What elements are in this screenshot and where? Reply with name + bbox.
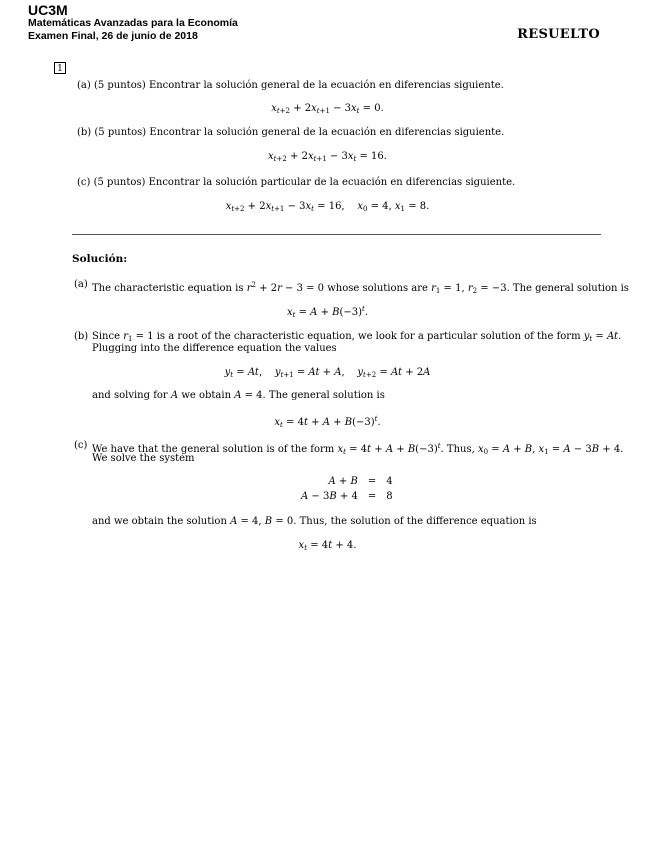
text-fragment: whose solutions are: [327, 283, 428, 294]
question-part-b: [77, 127, 504, 139]
solution-c-equation: $x_t = 4t + 4$.: [298, 540, 357, 552]
text-fragment: . Thus, the solution of the difference equation is: [293, 516, 537, 527]
system-row: A − 3B + 4 = 8: [301, 491, 393, 502]
question-part-c: [77, 177, 515, 189]
solution-b-text-line2: Plugging into the difference equation the values: [92, 343, 337, 354]
solution-a-equation: $x_t = A + B(-3)^t$.: [286, 305, 369, 319]
text-fragment: and we obtain the solution: [92, 516, 227, 527]
text-fragment: Since: [92, 331, 121, 342]
solution-b-text-line3: and solving for A we obtain A = 4. The general solution is: [92, 390, 385, 401]
equation-c: $x_{t+2} + 2x_{t+1} - 3x_t = 16$, $x_0 = 4$, $x_1 = 8$.: [225, 201, 430, 213]
text-fragment: we obtain: [181, 390, 232, 401]
equation-system: [296, 474, 398, 504]
university-name: UC3M: [28, 2, 68, 18]
solution-heading: Solución:: [72, 253, 128, 265]
status-label: RESUELTO: [517, 27, 600, 42]
text-fragment: . Thus,: [440, 444, 475, 455]
solution-b-label: (b): [74, 331, 89, 342]
text-fragment: We have that the general solution is of the form: [92, 444, 335, 455]
equation-b: $x_{t+2} + 2x_{t+1} - 3x_t = 16$.: [268, 151, 387, 163]
solution-b-text-line1: Since $r_1 = 1$ is a root of the characteristic equation, we look for a particular solution of the form $y_t = At$.: [92, 331, 622, 343]
solution-c-text-line3: and we obtain the solution A = 4, B = 0. Thus, the solution of the difference equation is: [92, 516, 537, 527]
solution-c-text-line2: We solve the system: [92, 453, 195, 464]
text-fragment: and solving for: [92, 390, 168, 401]
solution-c-text-line1: We have that the general solution is of the form $x_t = 4t + A + B(-3)^t$. Thus, $x_0 = A + B$, $x_1 = A - 3B + 4$.: [92, 442, 624, 456]
course-title: Matemáticas Avanzadas para la Economía: [28, 17, 238, 29]
part-label: (a): [77, 80, 91, 91]
solution-b-values: $y_t = At$, $y_{t+1} = At + A$, $y_{t+2} = At + 2A$: [224, 367, 431, 379]
solution-a-label: (a): [74, 279, 88, 290]
text-fragment: . The general solution is: [262, 390, 385, 401]
part-label: (b): [77, 127, 92, 138]
exam-title: Examen Final, 26 de junio de 2018: [28, 30, 198, 42]
part-points: (5 puntos): [94, 127, 147, 138]
text-fragment: The characteristic equation is: [92, 283, 244, 294]
part-text: Encontrar la solución particular de la ecuación en diferencias siguiente.: [148, 177, 516, 188]
text-fragment: . The general solution is: [506, 283, 629, 294]
solution-a-text: The characteristic equation is $r^2 + 2r - 3 = 0$ whose solutions are $r_1 = 1$, $r_2 = -3$. The general solution is: [92, 281, 629, 295]
question-number: 1: [54, 62, 66, 74]
part-points: (5 puntos): [93, 177, 146, 188]
text-fragment: is a root of the characteristic equation, we look for a particular solution of the form: [156, 331, 581, 342]
solution-b-equation: $x_t = 4t + A + B(-3)^t$.: [274, 415, 381, 429]
part-text: Encontrar la solución general de la ecuación en diferencias siguiente.: [149, 127, 505, 138]
question-part-a: [77, 80, 504, 92]
solution-c-label: (c): [74, 440, 88, 451]
part-points: (5 puntos): [93, 80, 146, 91]
system-row: A + B = 4: [328, 476, 393, 487]
section-divider: [72, 234, 601, 235]
equation-a: $x_{t+2} + 2x_{t+1} - 3x_t = 0$.: [271, 103, 384, 115]
part-label: (c): [77, 177, 91, 188]
part-text: Encontrar la solución general de la ecuación en diferencias siguiente.: [148, 80, 504, 91]
